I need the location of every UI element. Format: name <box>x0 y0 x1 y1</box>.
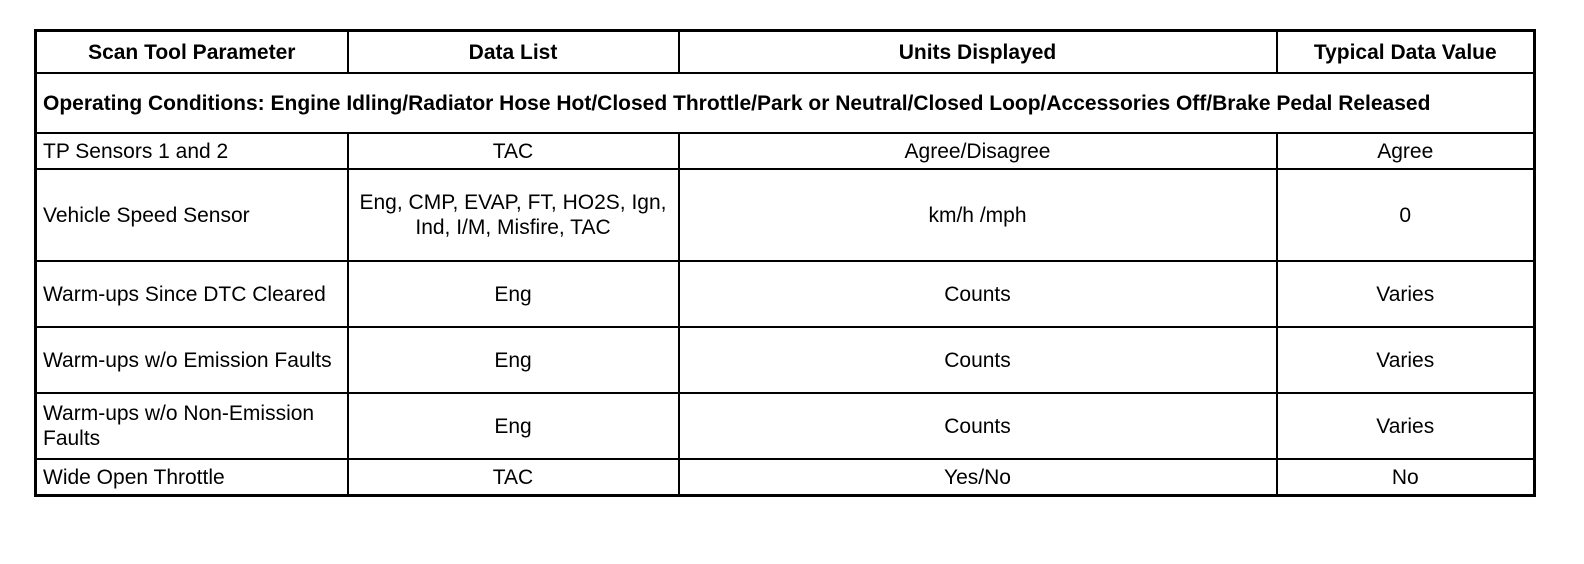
units-cell: Agree/Disagree <box>679 133 1277 169</box>
parameter-cell: Warm-ups Since DTC Cleared <box>36 261 348 327</box>
units-cell: km/h /mph <box>679 169 1277 261</box>
typical-value-cell: No <box>1277 459 1535 496</box>
units-cell: Counts <box>679 327 1277 393</box>
table-row <box>36 169 1535 261</box>
table-row <box>36 327 1535 393</box>
units-cell: Yes/No <box>679 459 1277 496</box>
header-scan-tool-parameter: Scan Tool Parameter <box>36 31 348 74</box>
units-cell: Counts <box>679 261 1277 327</box>
parameter-cell: Vehicle Speed Sensor <box>36 169 348 261</box>
data-list-cell: Eng <box>348 261 679 327</box>
typical-value-cell: Varies <box>1277 261 1535 327</box>
data-list-cell: Eng <box>348 393 679 459</box>
table-row <box>36 133 1535 169</box>
typical-value-cell: Agree <box>1277 133 1535 169</box>
table-row <box>36 393 1535 459</box>
table-row <box>36 261 1535 327</box>
typical-value-cell: Varies <box>1277 393 1535 459</box>
units-cell: Counts <box>679 393 1277 459</box>
data-list-cell: Eng <box>348 327 679 393</box>
parameter-cell: Warm-ups w/o Non-Emission Faults <box>36 393 348 459</box>
data-list-cell: TAC <box>348 133 679 169</box>
data-list-cell: Eng, CMP, EVAP, FT, HO2S, Ign, Ind, I/M, Misfire, TAC <box>348 169 679 261</box>
data-list-cell: TAC <box>348 459 679 496</box>
header-row <box>36 31 1535 74</box>
scan-tool-data-table <box>34 29 1536 497</box>
typical-value-cell: 0 <box>1277 169 1535 261</box>
header-data-list: Data List <box>348 31 679 74</box>
parameter-cell: Warm-ups w/o Emission Faults <box>36 327 348 393</box>
header-typical-data-value: Typical Data Value <box>1277 31 1535 74</box>
typical-value-cell: Varies <box>1277 327 1535 393</box>
parameter-cell: Wide Open Throttle <box>36 459 348 496</box>
table-row <box>36 459 1535 496</box>
operating-conditions-row <box>36 73 1535 133</box>
header-units-displayed: Units Displayed <box>679 31 1277 74</box>
parameter-cell: TP Sensors 1 and 2 <box>36 133 348 169</box>
operating-conditions: Operating Conditions: Engine Idling/Radiator Hose Hot/Closed Throttle/Park or Neutral/Closed Loop/Accessories Off/Brake Pedal Released <box>36 73 1535 133</box>
